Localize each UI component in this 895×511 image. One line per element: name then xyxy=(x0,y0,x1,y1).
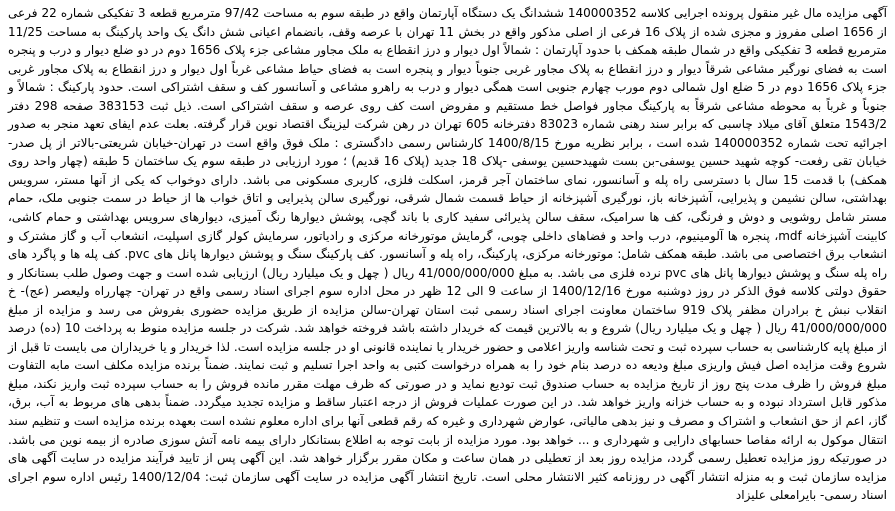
auction-notice-text: آگهی مزایده مال غیر منقول پرونده اجرایی کلاسه 140000352 ششدانگ یک دستگاه آپارتمان واقع در طبقه سوم به مساحت 97/42 مترمربع قطعه 3 تفکیکی شماره 22 فرعی از 1656 اصلی مفروز و مجزی شده از پلاک 16 فرعی از اصلی مذکور واقع در بخش 11 تهران با عرصه وقف، بانضمام اعیانی شش دانگ یک واحد پارکینگ به مساحت 11/25 مترمربع قطعه 3 تفکیکی واقع در شمال طبقه همکف با حدود آپارتمان : شمالاً اول دیوار و درز انقطاع به ملک مجاور مشاعی جزء پلاک 1656 دوم در دو ضلع دیوار و درب و پنجره است به فضای نورگیر مشاعی شرقاً دیوار و درز انقطاع به پلاک مجاور غربی جنوباً دیوار و پنجره است به فضای حیاط مشاعی غرباً اول دیوار و درز انقطاع به پلاک مجاور غربی جزء پلاک 1656 دوم در 5 ضلع اول شمالی دوم مورب چهارم جنوبی است همگی دیوار و درب به راهرو مشاعی و آسانسور کف و سقف اشتراکی است. حدود پارکینگ : شمالاً و جنوباً و غرباً به محوطه مشاعی شرقاً به پارکینگ مجاور فواصل خط مستقیم و مفروض است کف روی عرصه و سقف اشتراکی است. ذیل ثبت 383153 صفحه 298 دفتر 1543/2 متعلق آقای میلاد چاسبی که برابر سند رهنی شماره 83023 دفترخانه 605 تهران در رهن شرکت لیزینگ اقتصاد نوین قرار گرفته. بعلت عدم ایفای تعهد منجر به صدور اجرائیه تحت شماره 140000352 شده است ، برابر نظریه مورخ 1400/8/15 کارشناس رسمی دادگستری : ملک فوق واقع است در تهران-خیابان شریعتی-بالاتر از پل صدر-خیابان تقی رفعت- کوچه شهید حسین یوسفی-بن بست شهیدحسین یوسفی -پلاک 18 جدید (پلاک 16 قدیم) ؛ مورد ارزیابی در طبقه سوم یک ساختمان 5 طبقه (چهار واحد روی همکف) با قدمت 15 سال با دسترسی راه پله و آسانسور، نمای ساختمان آجر قرمز، اسکلت فلزی، کاربری مسکونی می باشد. دارای دوخواب که یکی از آنها مستر، سرویس بهداشتی، سالن نشیمن و پذیرایی، آشپزخانه باز، نورگیری آشپزخانه از حیاط قسمت شمال شرقی، نورگیری سالن پذیرایی و اتاق خواب ها از حیاط در سمت جنوبی ملک، حمام مستر شامل روشویی و دوش و فرنگی، کف ها سرامیک، سقف سالن پذیرائی سفید کاری با باند گچی، پوشش دیوارها رنگ آمیزی، دیوارهای سرویس بهداشتی و حمام کاشی، کابینت آشپزخانه mdf، پنجره ها آلومینیوم، درب واحد و فضاهای داخلی چوبی، گرمایش موتورخانه مرکزی و رادیاتور، سرمایش کولر گازی اسپلیت، انشعاب آب و گاز مشترک و انشعاب برق اختصاصی می باشد. طبقه همکف شامل: موتورخانه مرکزی، پارکینگ، راه پله و آسانسور. کف پارکینگ سنگ و پوشش دیوارها پانل های pvc. کف پله ها و پاگرد های راه پله سنگ و پوشش دیوارها پانل های pvc نرده فلزی می باشد. به مبلغ 41/000/000/000 ریال ( چهل و یک میلیارد ریال) ارزیابی شده است و جهت وصول طلب بستانکار و حقوق دولتی کلاسه فوق الذکر در روز دوشنبه مورخ 1400/12/16 از ساعت 9 الی 12 ظهر در محل اداره سوم اجرای اسناد رسمی واقع در تهران- چهارراه ولیعصر (عج)- خ انقلاب نبش خ برادران مظفر پلاک 919 ساختمان معاونت اجرای اسناد رسمی ثبت استان تهران-سالن مزایده از طریق مزایده حضوری بفروش می رسد و مزایده از مبلغ 41/000/000/000 ریال ( چهل و یک میلیارد ریال) شروع و به بالاترین قیمت که خریدار داشته باشد فروخته خواهد شد. شرکت در جلسه مزایده منوط به پرداخت 10 (ده) درصد از مبلغ پایه کارشناسی به حساب سپرده ثبت و تحت شناسه واریز اعلامی و حضور خریدار یا نماینده قانونی او در جلسه مزایده است. لذا خریدار و یا خریداران می بایست تا قبل از شروع وقت مزایده اصل فیش واریزی مبلغ ودیعه ده درصد بنام خود را به همراه درخواست کتبی به واحد اجرا تسلیم و ثبت نمایند. ضمناً برنده مزایده مکلف است مابه التفاوت مبلغ فروش را ظرف مدت پنج روز از تاریخ مزایده به حساب صندوق ثبت تودیع نماید و در صورتی که ظرف مهلت مقرر مانده فروش را به حساب سپرده ثبت واریز نکند، مبلغ مذکور قابل استرداد نبوده و به حساب خزانه واریز خواهد شد. در این صورت عملیات فروش از درجه اعتبار ساقط و مزایده تجدید میگردد. ضمناً بدهی های مربوط به آب، برق، گاز، اعم از حق انشعاب و اشتراک و مصرف و نیز بدهی مالیاتی، عوارض شهرداری و غیره که رقم قطعی آنها برای اداره معلوم نشده است بعهده برنده مزایده است و تنظیم سند انتقال موکول به ارائه مفاصا حسابهای دارایی و شهرداری و ... خواهد بود. مورد مزایده از بابت توجه به اطلاع بستانکار دارای بیمه نامه آتش سوزی صادره از بیمه نوین می باشد. در صورتیکه روز مزایده تعطیل رسمی گردد، مزایده روز بعد از تعطیلی در همان ساعت و مکان مقرر برگزار خواهد شد. این آگهی پس از تایید فرآیند مزایده در سایت آگهی های مزایده سازمان ثبت و به منزله انتشار آگهی در روزنامه کثیر الانتشار محلی است. تاریخ انتشار آگهی مزایده در سایت آگهی سازمان ثبت: 1400/12/04 رئیس اداره سوم اجرای اسناد رسمی- بایرامعلی علیزاد xyxy=(8,6,888,503)
